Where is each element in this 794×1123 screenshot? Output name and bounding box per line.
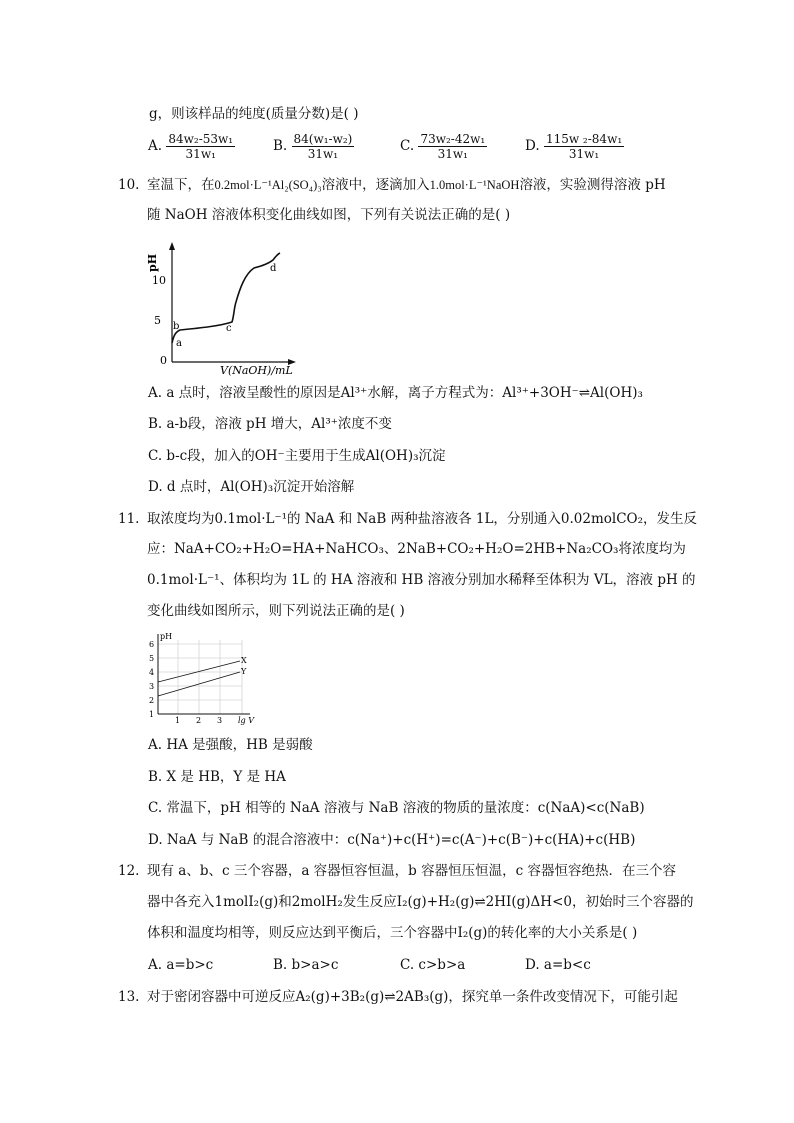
q13-line1: 对于密闭容器中可逆反应A₂(g)+3B₂(g)⇌2AB₃(g)，探究单一条件改变情况下，可能引起 xyxy=(147,989,678,1005)
q12-option-a: A. a=b>c xyxy=(148,957,214,973)
q10-option-d: D. d 点时，Al(OH)₃沉淀开始溶解 xyxy=(148,479,355,495)
q10-option-a: A. a 点时，溶液呈酸性的原因是Al³⁺水解，离子方程式为：Al³⁺+3OH⁻⇌Al(OH)₃ xyxy=(148,385,643,401)
q10-ylabel: pH xyxy=(146,253,159,272)
q12-option-d: D. a=b<c xyxy=(525,957,591,973)
q11-option-c: C. 常温下，pH 相等的 NaA 溶液与 NaB 溶液的物质的量浓度：c(NaA)<c(NaB) xyxy=(148,800,645,816)
q11-ytick-4: 4 xyxy=(149,668,155,677)
q12-option-b: B. b>a>c xyxy=(273,957,339,973)
q11-series-y-label: Y xyxy=(241,667,247,676)
q10-point-a: a xyxy=(176,338,182,349)
q9-option-d: D. $\frac{\text{115w ₂-84w₁}}{\text{31w₁}}$ xyxy=(525,132,623,161)
q11-line4: 变化曲线如图所示，则下列说法正确的是( ) xyxy=(147,603,405,619)
q11-ytick-6: 6 xyxy=(149,640,155,649)
q10-line2: 随 NaOH 溶液体积变化曲线如图，下列有关说法正确的是( ) xyxy=(147,207,511,223)
q9-option-a: A. $\frac{\text{84w₂-53w₁}}{\text{31w₁}}$ xyxy=(148,132,234,161)
q11-ytick-5: 5 xyxy=(149,654,155,663)
q9-stem: g，则该样品的纯度(质量分数)是( ) xyxy=(149,106,359,122)
q12-line1: 现有 a、b、c 三个容器，a 容器恒容恒温，b 容器恒压恒温，c 容器恒容绝热．在三个容 xyxy=(147,863,676,879)
q11-option-a: A. HA 是强酸，HB 是弱酸 xyxy=(148,737,313,753)
q12-number: 12. xyxy=(118,863,140,879)
q10-xlabel: V(NaOH)/mL xyxy=(220,364,293,377)
q12-line3: 体积和温度均相等，则反应达到平衡后，三个容器中I₂(g)的转化率的大小关系是( ) xyxy=(147,925,638,941)
q10-ytick-0: 0 xyxy=(160,354,167,367)
q11-ytick-2: 2 xyxy=(149,696,155,705)
q11-line3: 0.1mol·L⁻¹、体积均为 1L 的 HA 溶液和 HB 溶液分别加水稀释至体积为 VL，溶液 pH 的 xyxy=(147,572,696,588)
q11-line1: 取浓度均为0.1mol·L⁻¹的 NaA 和 NaB 两种盐溶液各 1L，分别通入0.02molCO₂，发生反 xyxy=(147,511,698,527)
q11-xlabel: lg V xyxy=(238,716,254,725)
q10-ytick-5: 5 xyxy=(154,314,161,327)
q10-option-c: C. b-c段，加入的OH⁻主要用于生成Al(OH)₃沉淀 xyxy=(148,448,446,464)
q12-line2: 器中各充入1molI₂(g)和2molH₂发生反应I₂(g)+H₂(g)⇌2HI(g)ΔH<0，初始时三个容器的 xyxy=(147,894,694,910)
q9-option-c: C. $\frac{\text{73w₂-42w₁}}{\text{31w₁}}$ xyxy=(400,132,486,161)
q12-option-c: C. c>b>a xyxy=(400,957,466,973)
q11-series-x-label: X xyxy=(241,656,247,665)
q10-option-b: B. a-b段，溶液 pH 增大，Al³⁺浓度不变 xyxy=(148,416,392,432)
q11-number: 11. xyxy=(118,511,140,527)
q13-number: 13. xyxy=(118,989,140,1005)
q11-xtick-1: 1 xyxy=(175,716,181,725)
q10-ph-chart xyxy=(140,238,300,378)
q10-ytick-10: 10 xyxy=(152,274,166,287)
q10-y-arrow xyxy=(169,242,175,250)
q10-line1: 室温下，在0.2mol·L⁻¹Al₂(SO₄)₃溶液中，逐滴加入1.0mol·L⁻¹NaOH溶液，实验测得溶液 pH xyxy=(147,177,666,193)
q10-point-c: c xyxy=(226,323,232,334)
q11-xtick-3: 3 xyxy=(217,716,223,725)
q11-ph-chart xyxy=(146,630,262,726)
q10-number: 10. xyxy=(118,177,140,193)
q11-option-b: B. X 是 HB，Y 是 HA xyxy=(148,769,286,785)
q11-xtick-2: 2 xyxy=(196,716,202,725)
q11-ytick-1: 1 xyxy=(149,710,155,719)
q10-point-b: b xyxy=(173,321,180,332)
q11-line2: 应：NaA+CO₂+H₂O=HA+NaHCO₃、2NaB+CO₂+H₂O=2HB+Na₂CO₃将浓度均为 xyxy=(147,541,686,557)
q10-point-d: d xyxy=(270,263,277,274)
q11-option-d: D. NaA 与 NaB 的混合溶液中：c(Na⁺)+c(H⁺)=c(A⁻)+c(B⁻)+c(HA)+c(HB) xyxy=(148,832,636,848)
q11-ytick-3: 3 xyxy=(149,682,155,691)
q9-option-b: B. $\frac{\text{84(w₁-w₂)}}{\text{31w₁}}$ xyxy=(273,132,353,161)
q11-ylabel: pH xyxy=(160,632,173,641)
